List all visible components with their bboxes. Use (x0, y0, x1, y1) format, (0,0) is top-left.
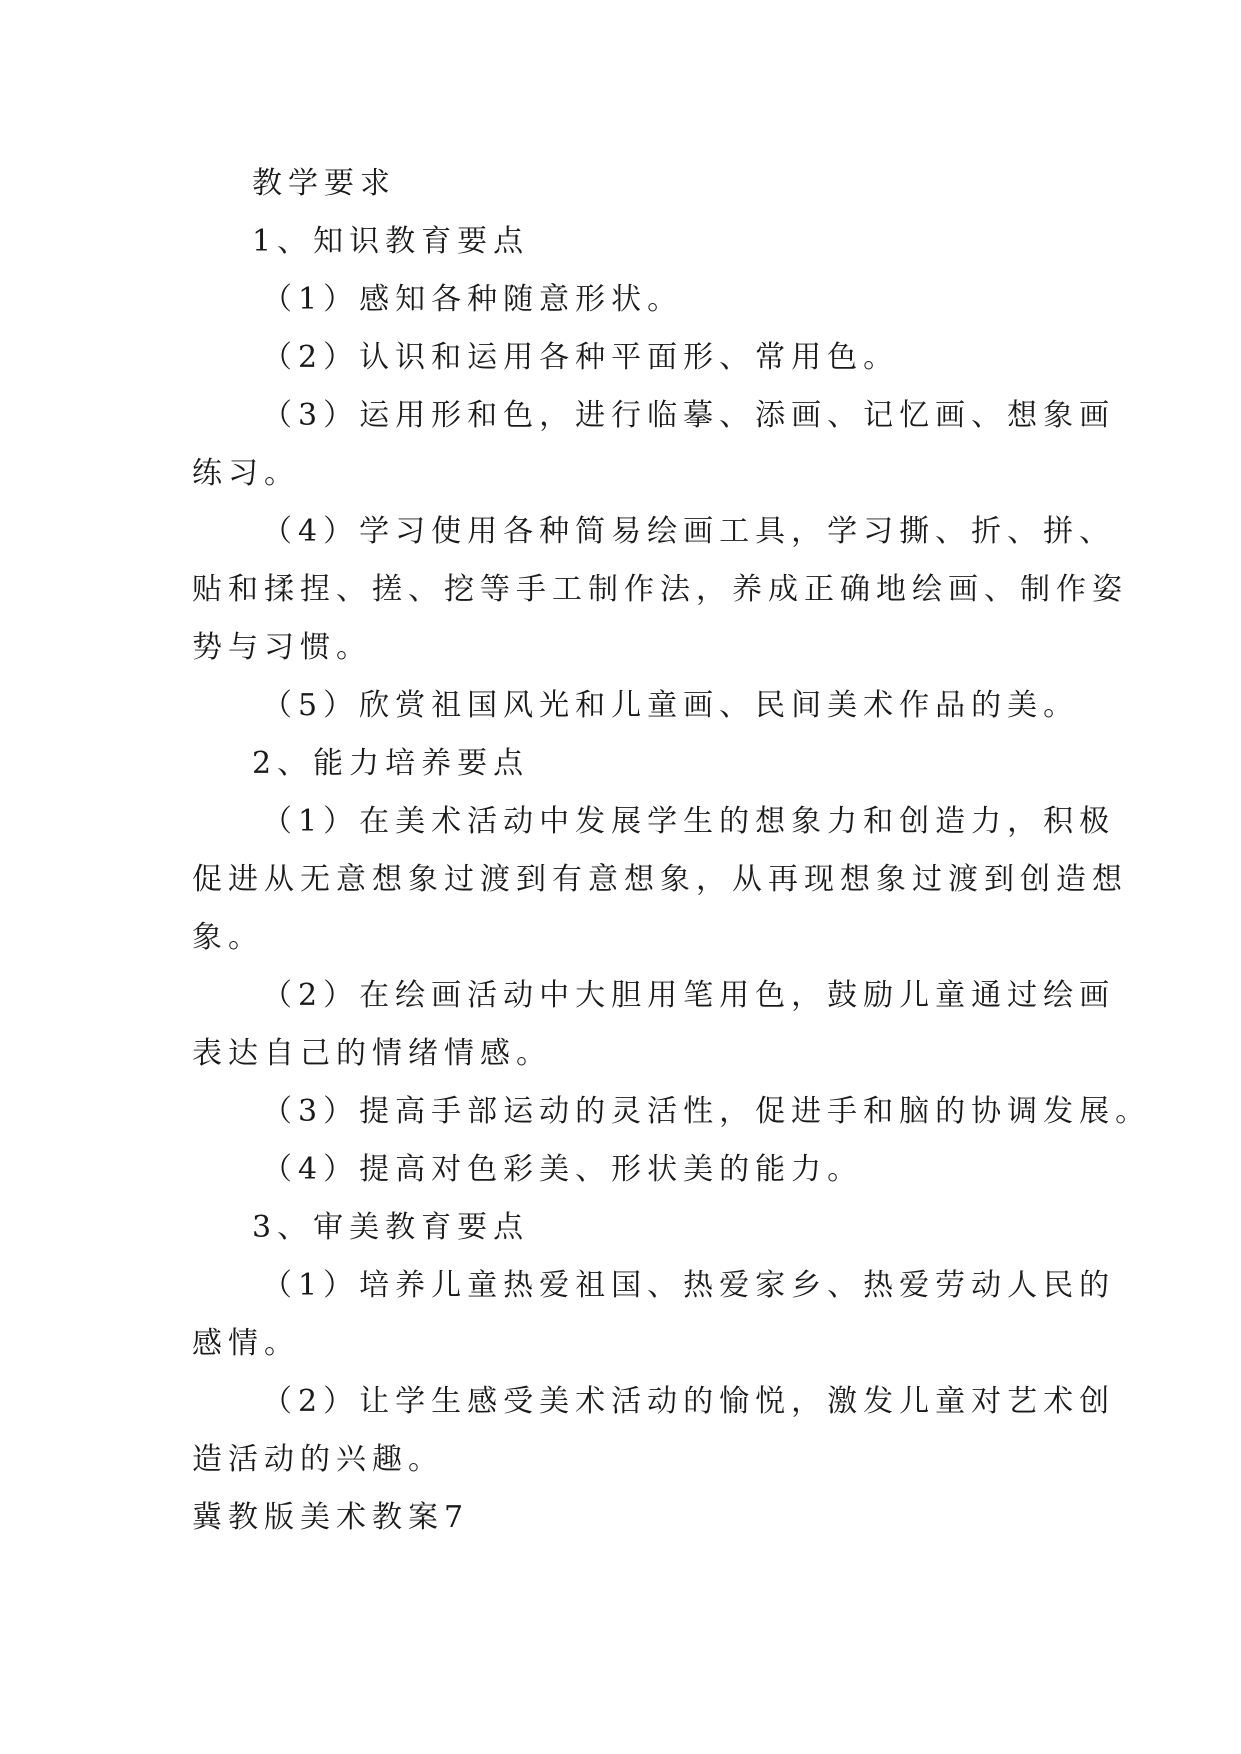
subheading-aesthetic: 3、审美教育要点 (252, 1210, 530, 1245)
paragraph-line: （4）学习使用各种简易绘画工具，学习撕、折、拼、 (262, 514, 1116, 549)
subheading-ability: 2、能力培养要点 (252, 746, 530, 781)
paragraph-line: 象。 (192, 920, 264, 955)
paragraph-line: （2）让学生感受美术活动的愉悦，激发儿童对艺术创 (262, 1384, 1116, 1419)
paragraph-line: 贴和揉捏、搓、挖等手工制作法，养成正确地绘画、制作姿 (192, 572, 1128, 607)
paragraph-line: （2）在绘画活动中大胆用笔用色，鼓励儿童通过绘画 (262, 978, 1116, 1013)
paragraph-line: 表达自己的情绪情感。 (192, 1036, 552, 1071)
subheading-knowledge: 1、知识教育要点 (252, 224, 530, 259)
paragraph-line: （1）在美术活动中发展学生的想象力和创造力，积极 (262, 804, 1116, 839)
paragraph-line: 感情。 (192, 1326, 300, 1361)
paragraph-line: （3）提高手部运动的灵活性，促进手和脑的协调发展。 (262, 1094, 1152, 1129)
paragraph-line: （3）运用形和色，进行临摹、添画、记忆画、想象画 (262, 398, 1116, 433)
document-footer-title: 冀教版美术教案7 (192, 1500, 470, 1535)
paragraph-line: 练习。 (192, 456, 300, 491)
paragraph-line: 势与习惯。 (192, 630, 372, 665)
section-heading: 教学要求 (252, 166, 396, 201)
paragraph-line: 造活动的兴趣。 (192, 1442, 444, 1477)
paragraph-line: （5）欣赏祖国风光和儿童画、民间美术作品的美。 (262, 688, 1080, 723)
paragraph-line: 促进从无意想象过渡到有意想象，从再现想象过渡到创造想 (192, 862, 1128, 897)
paragraph-line: （1）培养儿童热爱祖国、热爱家乡、热爱劳动人民的 (262, 1268, 1116, 1303)
paragraph-line: （4）提高对色彩美、形状美的能力。 (262, 1152, 864, 1187)
paragraph-line: （1）感知各种随意形状。 (262, 282, 684, 317)
paragraph-line: （2）认识和运用各种平面形、常用色。 (262, 340, 900, 375)
